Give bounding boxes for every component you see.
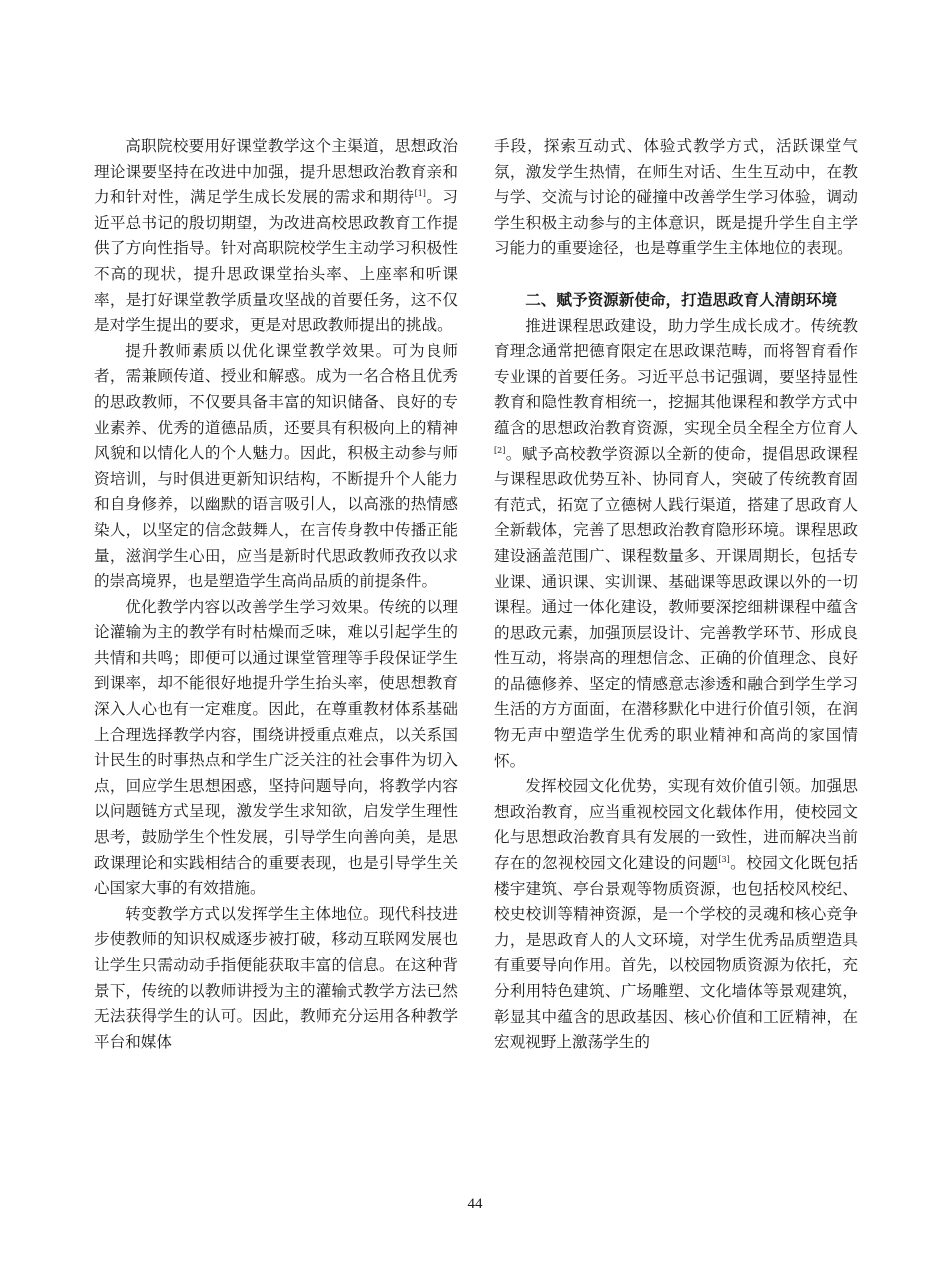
paragraph-text: 发挥校园文化优势，实现有效价值引领。加强思想政治教育，应当重视校园文化载体作用，使校园文化与思想政治教育具有发展的一致性，进而解决当前存在的忽视校园文化建设的问题 [494, 777, 858, 873]
right-column [494, 134, 858, 1056]
left-paragraph-4: 转变教学方式以发挥学生主体地位。现代科技进步使教师的知识权威逐步被打破，移动互联网发展也让学生只需动动手指便能获取丰富的信息。在这种背景下，传统的以教师讲授为主的灌输式教学方法已然无法获得学生的认可。因此，教师充分运用各种教学平台和媒体 [94, 904, 458, 1051]
paragraph-text: 。校园文化既包括楼宇建筑、亭台景观等物质资源，也包括校风校纪、校史校训等精神资源，是一个学校的灵魂和核心竞争力，是思政育人的人文环境，对学生优秀品质塑造具有重要导向作用。首先，以校园物质资源为依托，充分利用特色建筑、广场雕塑、文化墙体等景观建筑，彰显其中蕴含的思政基因、核心价值和工匠精神，在宏观视野上激荡学生的 [494, 854, 858, 1052]
left-paragraph-1 [94, 134, 458, 339]
paragraph-text: 推进课程思政建设，助力学生成长成才。传统教育理念通常把德育限定在思政课范畴，而将智育看作专业课的首要任务。习近平总书记强调，要坚持显性教育和隐性教育相统一，挖掘其他课程和教学方式中蕴含的思想政治教育资源，实现全员全程全方位育人 [494, 316, 858, 437]
citation-ref: [2] [494, 445, 506, 455]
citation-ref: [1] [414, 189, 426, 199]
paragraph-text: 高职院校要用好课堂教学这个主渠道，思想政治理论课要坚持在改进中加强，提升思想政治教育亲和力和针对性，满足学生成长发展的需求和期待 [94, 137, 458, 207]
paragraph-text: 。赋予高校教学资源以全新的使命，提倡思政课程与课程思政优势互补、协同育人，突破了传统教育固有范式，拓宽了立德树人践行渠道，搭建了思政育人全新载体，完善了思想政治教育隐形环境。课程思政建设涵盖范围广、课程数量多、开课周期长，包括专业课、通识课、实训课、基础课等思政课以外的一切课程。通过一体化建设，教师要深挖细耕课程中蕴含的思政元素，加强顶层设计、完善教学环节、形成良性互动，将崇高的理想信念、正确的价值理念、良好的品德修养、坚定的情感意志渗透和融合到学生学习生活的方方面面，在潜移默化中进行价值引领，在润物无声中塑造学生优秀的职业精神和高尚的家国情怀。 [494, 444, 858, 770]
page-number: 44 [467, 1196, 483, 1212]
citation-ref: [3] [718, 855, 730, 865]
paragraph-text: 。习近平总书记的殷切期望，为改进高校思政教育工作提供了方向性指导。针对高职院校学生主动学习积极性不高的现状，提升思政课堂抬头率、上座率和听课率，是打好课堂教学质量攻坚战的首要任务，这不仅是对学生提出的要求，更是对思政教师提出的挑战。 [94, 188, 458, 335]
left-paragraph-2: 提升教师素质以优化课堂教学效果。可为良师者，需兼顾传道、授业和解惑。成为一名合格且优秀的思政教师，不仅要具备丰富的知识储备、良好的专业素养、优秀的道德品质，还要具有积极向上的精神风貌和以情化人的个人魅力。因此，积极主动参与师资培训，与时俱进更新知识结构，不断提升个人能力和自身修养，以幽默的语言吸引人，以高涨的热情感染人，以坚定的信念鼓舞人，在言传身教中传播正能量，滋润学生心田，应当是新时代思政教师孜孜以求的崇高境界，也是塑造学生高尚品质的前提条件。 [94, 341, 458, 591]
right-paragraph-3 [494, 774, 858, 1056]
right-paragraph-2 [494, 314, 858, 775]
left-column [94, 134, 458, 1055]
section-heading: 二、赋予资源新使命，打造思政育人清朗环境 [525, 290, 838, 309]
left-paragraph-3: 优化教学内容以改善学生学习效果。传统的以理论灌输为主的教学有时枯燥而乏味，难以引起学生的共情和共鸣；即便可以通过课堂管理等手段保证学生到课率，却不能很好地提升学生抬头率，使思想教育深入人心也有一定难度。因此，在尊重教材体系基础上合理选择教学内容，围绕讲授重点难点，以关系国计民生的时事热点和学生广泛关注的社会事件为切入点，回应学生思想困惑，坚持问题导向，将教学内容以问题链方式呈现，激发学生求知欲，启发学生理性思考，鼓励学生个性发展，引导学生向善向美，是思政课理论和实践相结合的重要表现，也是引导学生关心国家大事的有效措施。 [94, 597, 458, 898]
right-paragraph-1: 手段，探索互动式、体验式教学方式，活跃课堂气氛，激发学生热情，在师生对话、生生互动中，在教与学、交流与讨论的碰撞中改善学生学习体验，调动学生积极主动参与的主体意识，既是提升学生自主学习能力的重要途径，也是尊重学生主体地位的表现。 [494, 137, 858, 258]
